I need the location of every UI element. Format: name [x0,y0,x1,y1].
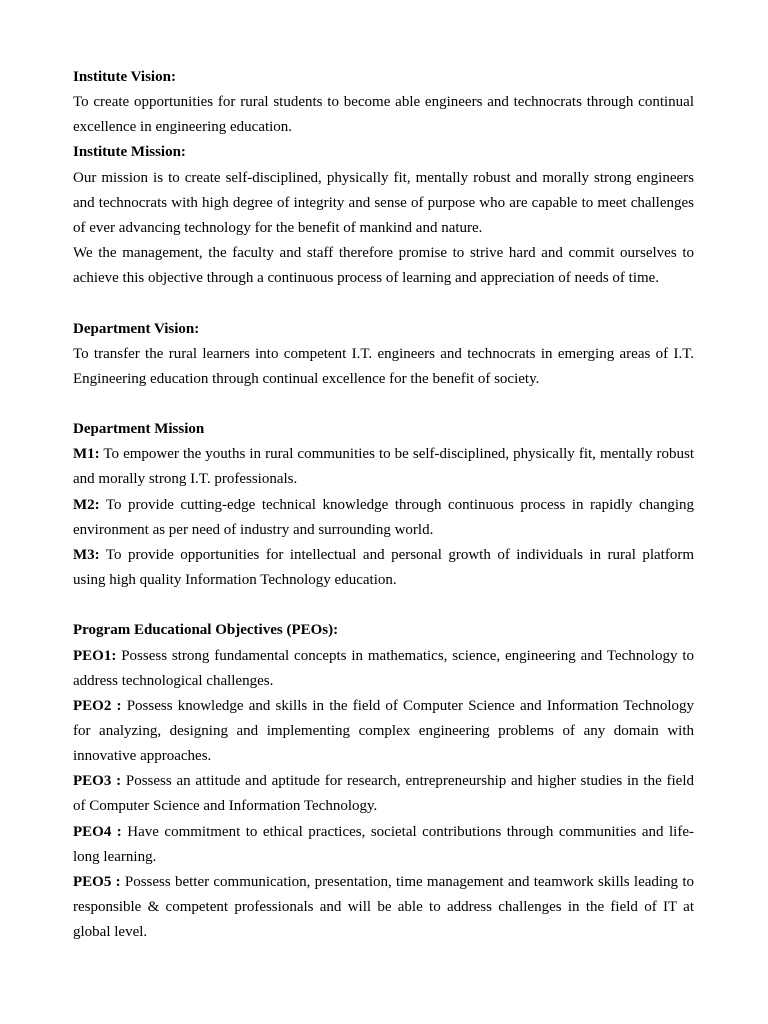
peos-section [73,618,694,945]
spacer [73,291,694,316]
peo-label: PEO2 : [73,697,122,714]
mission-label: M3: [73,546,100,563]
spacer [73,392,694,417]
peo-label: PEO4 : [73,823,122,840]
mission-item-m2 [73,493,694,543]
mission-item-m3 [73,543,694,593]
peo-item-2 [73,694,694,769]
mission-label: M2: [73,496,100,513]
institute-vision-heading: Institute Vision: [73,69,176,85]
mission-text: To provide opportunities for intellectual and personal growth of individuals in rural platform using high quality Information Technology education. [73,546,694,589]
peo-text: Possess an attitude and aptitude for research, entrepreneurship and higher studies in the field of Computer Science and Information Technology. [73,773,694,815]
peo-text: Possess better communication, presentation, time management and teamwork skills leading to responsible & competent professionals and will be able to address challenges in the field of IT at global level. [73,873,694,941]
mission-label: M1: [73,446,100,463]
department-vision-text: To transfer the rural learners into competent I.T. engineers and technocrats in emerging areas of I.T. Engineering education through continual excellence for the benefit of society. [73,345,694,387]
peos-heading: Program Educational Objectives (PEOs): [73,622,339,639]
peo-text: Possess strong fundamental concepts in mathematics, science, engineering and Technology to address technological challenges. [73,647,694,689]
peo-item-3 [73,769,694,819]
peo-text: Have commitment to ethical practices, societal contributions through communities and life-long learning. [73,823,694,865]
peo-text: Possess knowledge and skills in the field of Computer Science and Information Technology for analyzing, designing and implementing complex engineering problems of any domain with innovative approaches. [73,697,694,765]
peo-item-1 [73,644,694,694]
department-vision-heading: Department Vision: [73,320,200,337]
institute-mission-heading: Institute Mission: [73,144,186,161]
institute-mission-paragraph: Our mission is to create self-disciplined, physically fit, mentally robust and morally strong engineers and technocrats with high degree of integrity and sense of purpose who are capable to meet challenges of ever advancing technology for the benefit of mankind and nature. [73,169,694,236]
institute-mission-paragraph: We the management, the faculty and staff therefore promise to strive hard and commit ourselves to achieve this objective through a continuous process of learning and appreciation of needs of time. [73,245,694,287]
peo-label: PEO3 : [73,773,122,790]
peo-label: PEO1: [73,647,117,664]
peo-item-4 [73,820,694,870]
peo-item-5 [73,870,694,945]
peo-label: PEO5 : [73,873,121,890]
spacer [73,593,694,618]
department-mission-section [73,417,694,593]
institute-mission-section [73,140,694,291]
department-vision-section [73,317,694,392]
mission-text: To empower the youths in rural communities to be self-disciplined, physically fit, mentally robust and morally strong I.T. professionals. [73,446,694,488]
department-mission-heading: Department Mission [73,421,205,438]
institute-vision-section [73,65,694,140]
institute-vision-text: To create opportunities for rural students to become able engineers and technocrats through continual excellence in engineering education. [73,94,694,136]
mission-item-m1 [73,442,694,492]
mission-text: To provide cutting-edge technical knowledge through continuous process in rapidly changing environment as per need of industry and surrounding world. [73,496,694,538]
